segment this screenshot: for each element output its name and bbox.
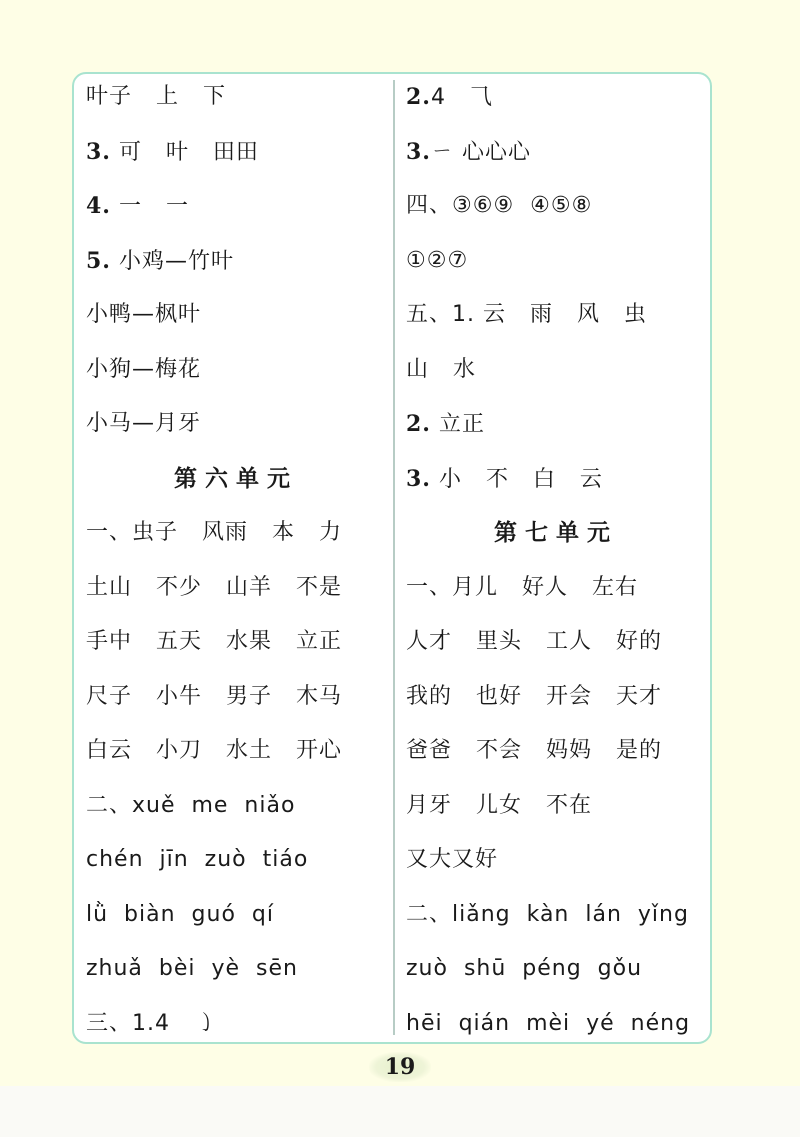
left-answer-line bbox=[86, 997, 386, 1052]
left-answer-line bbox=[86, 942, 386, 997]
left-answer-line bbox=[86, 288, 386, 343]
item-number: 5. bbox=[86, 247, 111, 274]
answer-text: 一 一 bbox=[110, 194, 189, 219]
answer-text: 土山 不少 山羊 不是 bbox=[86, 574, 342, 600]
item-number: 2. bbox=[406, 411, 431, 437]
bottom-band bbox=[0, 1086, 800, 1137]
answer-text: hēi qián mèi yé néng bbox=[406, 1010, 691, 1036]
left-column bbox=[86, 70, 386, 1051]
left-answer-line bbox=[86, 670, 386, 725]
answer-text: 白云 小刀 水土 开心 bbox=[86, 738, 342, 763]
answer-text: 立正 bbox=[430, 412, 485, 437]
answer-text: 二、liǎng kàn lán yǐng bbox=[406, 901, 689, 927]
answer-text: 小马—月牙 bbox=[86, 411, 202, 436]
left-answer-line bbox=[86, 397, 386, 452]
answer-text: lǜ biàn guó qí bbox=[86, 901, 274, 927]
answer-text: 又大又好 bbox=[406, 847, 499, 872]
answer-text: 小 不 白 云 bbox=[430, 466, 603, 492]
answer-text: ①②⑦ bbox=[406, 247, 469, 273]
right-answer-line bbox=[406, 343, 706, 398]
left-answer-line bbox=[86, 234, 386, 289]
right-answer-line bbox=[406, 615, 706, 670]
answer-text: 我的 也好 开会 天才 bbox=[406, 683, 662, 709]
answer-text: chén jīn zuò tiáo bbox=[86, 847, 309, 872]
column-divider bbox=[393, 80, 395, 1035]
right-answer-line bbox=[406, 561, 706, 616]
left-answer-line bbox=[86, 561, 386, 616]
right-answer-line bbox=[406, 179, 706, 234]
page-number-label: 19 bbox=[369, 1052, 432, 1082]
answer-text: zuò shū péng gǒu bbox=[406, 956, 643, 981]
left-unit-heading: 第六单元 bbox=[174, 465, 298, 492]
answer-text: ㄧ 心心心 bbox=[430, 139, 531, 165]
answer-text: 人才 里头 工人 好的 bbox=[406, 629, 662, 654]
right-column bbox=[406, 70, 706, 1051]
right-answer-line bbox=[406, 125, 706, 180]
right-answer-line bbox=[406, 779, 706, 834]
left-answer-line bbox=[86, 888, 386, 943]
answer-text: 山 水 bbox=[406, 356, 476, 382]
right-answer-line bbox=[406, 452, 706, 507]
right-answer-line bbox=[406, 833, 706, 888]
left-answer-line bbox=[86, 779, 386, 834]
left-answer-line bbox=[86, 70, 386, 125]
answer-text: 四、③⑥⑨ ④⑤⑧ bbox=[406, 193, 593, 218]
right-answer-line bbox=[406, 670, 706, 725]
left-answer-line bbox=[86, 343, 386, 398]
answer-text: 叶子 上 下 bbox=[86, 84, 226, 109]
right-answer-line bbox=[406, 888, 706, 943]
right-answer-line bbox=[406, 234, 706, 289]
answer-text: 小鸡—竹叶 bbox=[110, 248, 234, 274]
answer-text: 可 叶 田田 bbox=[110, 139, 259, 165]
left-answer-line bbox=[86, 179, 386, 234]
page-number bbox=[0, 1052, 800, 1082]
answer-text: 小狗—梅花 bbox=[86, 356, 202, 382]
left-answer-line bbox=[86, 506, 386, 561]
right-answer-line bbox=[406, 397, 706, 452]
left-answer-line bbox=[86, 724, 386, 779]
right-answer-line bbox=[406, 70, 706, 125]
right-answer-line bbox=[406, 288, 706, 343]
right-answer-line bbox=[406, 997, 706, 1052]
left-answer-line bbox=[86, 833, 386, 888]
right-unit-heading: 第七单元 bbox=[494, 520, 618, 546]
item-number: 3. bbox=[406, 465, 431, 492]
item-number: 4. bbox=[86, 193, 111, 219]
item-number: 3. bbox=[86, 138, 111, 165]
answer-text: 4 ⺄ bbox=[430, 85, 493, 110]
item-number: 3. bbox=[406, 138, 431, 165]
answer-text: zhuǎ bèi yè sēn bbox=[86, 956, 298, 981]
answer-text: 一、虫子 风雨 本 力 bbox=[86, 520, 342, 545]
answer-text: 二、xuě me niǎo bbox=[86, 792, 296, 818]
answer-text: 一、月儿 好人 左右 bbox=[406, 574, 638, 600]
left-answer-line bbox=[86, 615, 386, 670]
answer-text: 爸爸 不会 妈妈 是的 bbox=[406, 738, 662, 763]
answer-text: 五、1. 云 雨 风 虫 bbox=[406, 302, 647, 327]
answer-text: 小鸭—枫叶 bbox=[86, 302, 202, 327]
left-answer-line bbox=[86, 125, 386, 180]
answer-text: 三、1.4 ㇁ bbox=[86, 1010, 217, 1036]
right-answer-line bbox=[406, 724, 706, 779]
answer-text: 手中 五天 水果 立正 bbox=[86, 629, 342, 654]
answer-text: 尺子 小牛 男子 木马 bbox=[86, 683, 342, 709]
answer-text: 月牙 儿女 不在 bbox=[406, 792, 592, 818]
right-answer-line bbox=[406, 942, 706, 997]
item-number: 2. bbox=[406, 84, 431, 110]
